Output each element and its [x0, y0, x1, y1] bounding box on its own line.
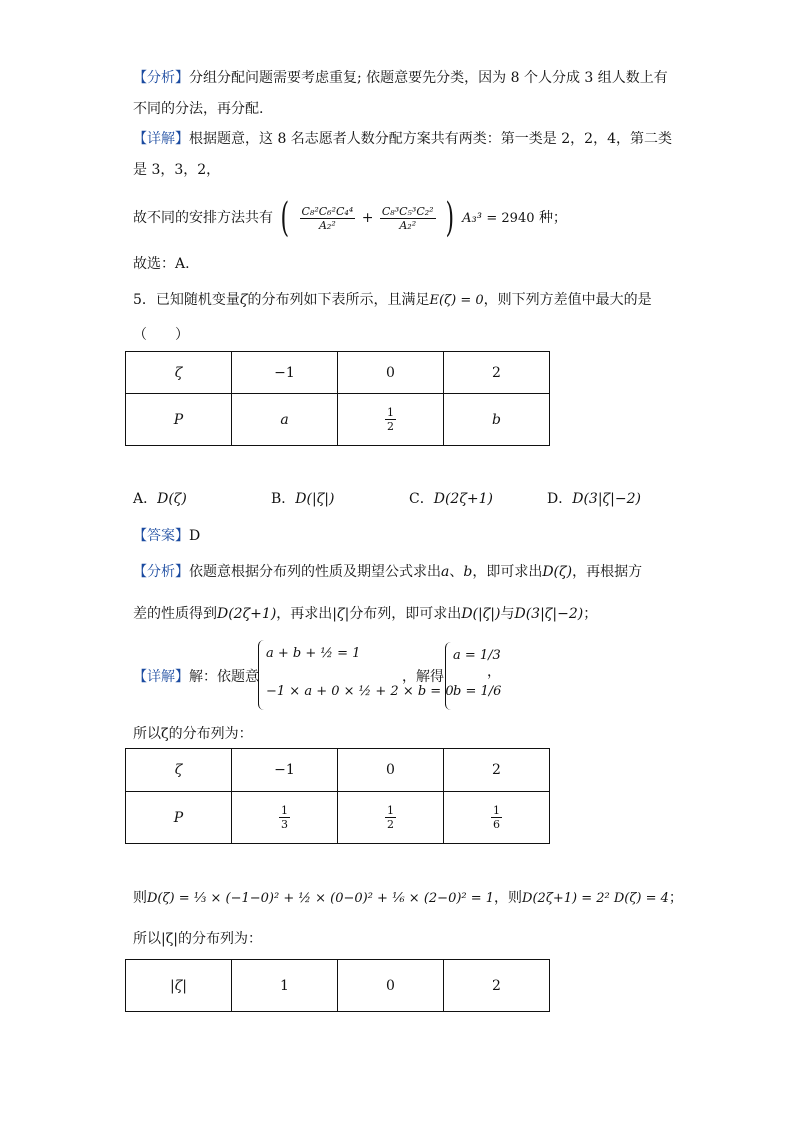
table-cell-fraction	[338, 394, 444, 446]
table-cell: ζ	[126, 352, 232, 394]
fraction-1-numerator: C₈²C₆²C₄⁴	[301, 204, 354, 218]
distribution-table-1	[125, 351, 550, 446]
table-cell: 1	[232, 960, 338, 1012]
option-b-label: B．	[271, 491, 296, 507]
analysis-2-line-2	[133, 604, 597, 624]
fraction-2-numerator: C₈³C₅³C₂²	[381, 204, 434, 218]
analysis-text-1: 分组分配问题需要考虑重复; 依题意要先分类，因为 8 个人分成 3 组人数上有	[189, 70, 668, 86]
analysis-2-text-2: ，即可求出	[472, 564, 543, 580]
question-5-expect: E(ζ) = 0	[429, 293, 484, 308]
detail-2-tag: 【详解】	[133, 669, 189, 685]
fraction-denominator: 2	[387, 818, 394, 831]
option-b-expr: D(|ζ|)	[295, 491, 335, 507]
detail-tag: 【详解】	[133, 131, 189, 147]
fraction-denominator: 2	[387, 420, 394, 433]
fraction-1	[300, 205, 356, 232]
arrangement-post: 种；	[538, 210, 567, 226]
variance-post: ；	[668, 890, 683, 906]
table-cell: 2	[444, 749, 550, 792]
solution-brace	[445, 642, 452, 710]
analysis-line-2	[133, 99, 263, 119]
option-d-expr: D(3|ζ|−2)	[572, 491, 641, 507]
analysis-2-text-3: ，再根据方	[572, 564, 643, 580]
fraction-half	[385, 804, 396, 831]
detail-2-post	[487, 662, 501, 682]
table-cell: 2	[444, 960, 550, 1012]
analysis-2-text-8: ；	[583, 606, 598, 622]
variance-expr: D(ζ) = ⅓ × (−1−0)² + ½ × (0−0)² + ⅙ × (2−0)² = 1	[147, 891, 495, 906]
var-a: a	[441, 564, 450, 580]
fraction-half	[385, 406, 396, 433]
analysis-tag: 【分析】	[133, 70, 189, 86]
option-a	[133, 489, 187, 509]
analysis-text-2: 不同的分法，再分配.	[133, 101, 264, 117]
table-cell: ζ	[126, 749, 232, 792]
answer-text: D	[189, 528, 201, 544]
detail-line-2	[133, 160, 220, 180]
detail-2-post-text: ，	[487, 664, 501, 680]
analysis-line-1	[133, 68, 668, 88]
option-c-expr: D(2ζ+1)	[433, 491, 493, 507]
table-cell-fraction	[338, 792, 444, 844]
fraction-2-denominator: A₂²	[399, 218, 417, 232]
arrangement-pre: 故不同的安排方法共有	[133, 210, 273, 226]
analysis-2-tag: 【分析】	[133, 564, 189, 580]
question-5-text-1: 5．已知随机变量	[133, 292, 240, 308]
expr-absz: |ζ|	[332, 606, 350, 622]
table-row	[126, 960, 550, 1012]
table-cell: b	[444, 394, 550, 446]
option-c-label: C．	[409, 491, 434, 507]
fraction-2	[380, 205, 436, 232]
distribution-table-2	[125, 748, 550, 844]
table-row	[126, 352, 550, 394]
table-cell-fraction	[232, 792, 338, 844]
option-a-expr: D(ζ)	[157, 491, 187, 507]
so-text-2: 所以|ζ|的分布列为：	[133, 931, 263, 947]
table-cell: P	[126, 394, 232, 446]
variance-mid: ，则	[494, 890, 523, 906]
fraction-numerator: 1	[387, 804, 394, 817]
distribution-table-3	[125, 959, 550, 1012]
arrangement-formula-line	[133, 196, 567, 240]
fraction-1-denominator: A₂²	[318, 218, 336, 232]
arrangement-result: = 2940	[486, 211, 535, 226]
option-d	[547, 489, 641, 509]
option-c	[409, 489, 493, 509]
analysis-2-text-5: ，再求出	[276, 606, 333, 622]
answer-tag: 【答案】	[133, 528, 189, 544]
detail-text-2: 是 3，3，2，	[133, 162, 221, 178]
detail-line-1	[133, 129, 672, 149]
detail-text-1: 根据题意，这 8 名志愿者人数分配方案共有两类：第一类是 2，2，4，第二类	[189, 131, 672, 147]
detail-2-mid-text: ，解得	[402, 669, 444, 685]
detail-2-pre: 解：依题意	[189, 669, 259, 685]
fraction-numerator: 1	[387, 406, 394, 419]
analysis-2-sep: 、	[449, 564, 464, 580]
so-line-1	[133, 724, 253, 744]
question-5-line-2	[133, 325, 189, 345]
fraction-sixth	[491, 804, 502, 831]
table-row	[126, 749, 550, 792]
option-b	[271, 489, 334, 509]
expr-dabs: D(|ζ|)	[461, 606, 501, 622]
table-cell: 0	[338, 960, 444, 1012]
expr-d2z: D(2ζ+1)	[217, 606, 277, 622]
expr-dz: D(ζ)	[542, 564, 573, 580]
arrangement-a33: A₃³	[462, 211, 482, 226]
fraction-numerator: 1	[281, 804, 288, 817]
table-cell: 0	[338, 749, 444, 792]
question-5-paren: （ ）	[133, 327, 189, 343]
analysis-2-text-4: 差的性质得到	[133, 606, 217, 622]
choice-line	[133, 254, 190, 274]
choice-text: 故选：A.	[133, 256, 190, 272]
question-5-line-1	[133, 290, 652, 311]
question-5-zeta: ζ	[239, 292, 248, 308]
fraction-denominator: 3	[281, 818, 288, 831]
question-5-text-2: 的分布列如下表所示，且满足	[247, 292, 430, 308]
detail-2-mid	[402, 667, 444, 687]
so-line-2	[133, 929, 262, 949]
so-text-1: 所以ζ的分布列为：	[133, 726, 253, 742]
table-cell: −1	[232, 749, 338, 792]
solution-2: b = 1/6	[453, 684, 502, 699]
table-cell: |ζ|	[126, 960, 232, 1012]
table-cell: 0	[338, 352, 444, 394]
plus-sign: +	[361, 210, 374, 226]
equation-2: −1 × a + 0 × ½ + 2 × b = 0	[266, 684, 454, 699]
right-paren: )	[445, 195, 455, 241]
equation-brace	[258, 640, 265, 710]
answer-line	[133, 526, 200, 546]
table-cell: −1	[232, 352, 338, 394]
table-cell: P	[126, 792, 232, 844]
table-row	[126, 394, 550, 446]
fraction-denominator: 6	[493, 818, 500, 831]
option-d-label: D．	[547, 491, 573, 507]
detail-2-line	[133, 667, 259, 687]
equation-1: a + b + ½ = 1	[266, 646, 361, 661]
analysis-2-text-1: 依题意根据分布列的性质及期望公式求出	[189, 564, 441, 580]
analysis-2-line-1	[133, 562, 642, 582]
solution-1: a = 1/3	[453, 648, 501, 663]
variance-expr-2: D(2ζ+1) = 2² D(ζ) = 4	[522, 891, 669, 906]
variance-line	[133, 888, 683, 909]
table-cell-fraction	[444, 792, 550, 844]
option-a-label: A．	[133, 491, 158, 507]
expr-d3: D(3|ζ|−2)	[514, 606, 584, 622]
analysis-2-text-7: 与	[500, 606, 515, 622]
table-cell: 2	[444, 352, 550, 394]
left-paren: (	[280, 195, 290, 241]
analysis-2-text-6: 分布列，即可求出	[349, 606, 462, 622]
table-cell: a	[232, 394, 338, 446]
question-5-text-3: ，则下列方差值中最大的是	[483, 292, 652, 308]
variance-pre: 则	[133, 890, 147, 906]
table-row	[126, 792, 550, 844]
fraction-third	[279, 804, 290, 831]
var-b: b	[463, 564, 473, 580]
fraction-numerator: 1	[493, 804, 500, 817]
